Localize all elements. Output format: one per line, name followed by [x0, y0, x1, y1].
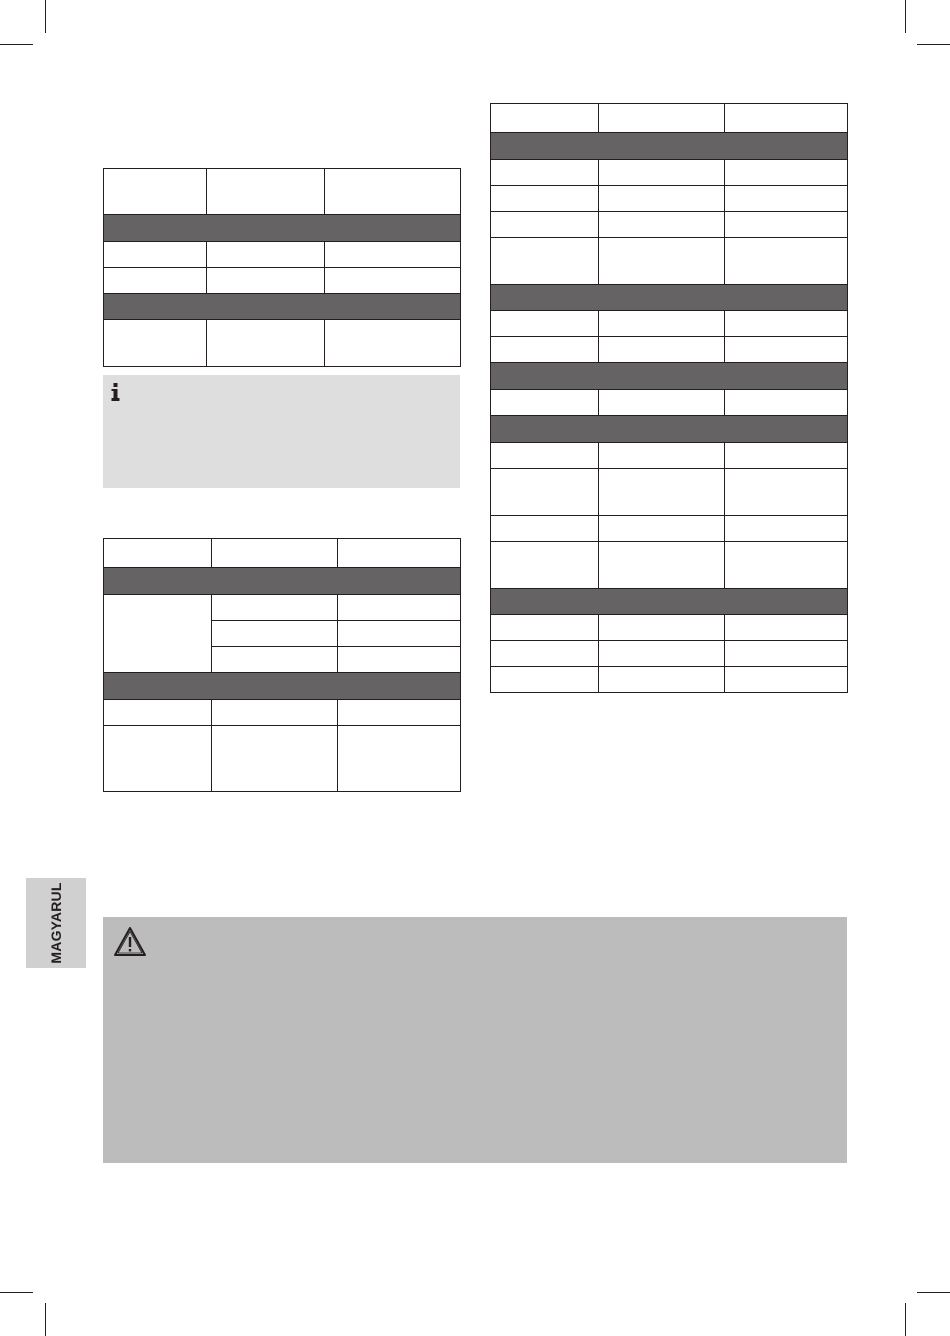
- table-row: [491, 160, 848, 186]
- table-row: [104, 320, 461, 367]
- table-section-row: [104, 215, 461, 242]
- crop-mark: [905, 1303, 906, 1336]
- settings-table-2: [103, 538, 461, 792]
- table-row: [491, 212, 848, 238]
- table-section-row: [491, 285, 848, 311]
- table-header-row: [104, 169, 461, 215]
- table-row: [491, 186, 848, 212]
- crop-mark: [45, 0, 46, 33]
- crop-mark: [45, 1303, 46, 1336]
- crop-mark: [917, 1292, 950, 1293]
- table-row: [491, 311, 848, 337]
- table-row: [491, 469, 848, 516]
- table-row: [491, 390, 848, 416]
- table-row: [491, 516, 848, 542]
- language-tab: [26, 878, 86, 968]
- language-tab-label: MAGYARUL: [48, 882, 64, 964]
- table-row: [491, 238, 848, 285]
- table-row: [104, 268, 461, 294]
- table-section-row: [491, 133, 848, 160]
- table-row: [104, 595, 461, 621]
- table-header-row: [491, 104, 848, 133]
- table-section-row: [491, 363, 848, 390]
- table-section-row: [104, 568, 461, 595]
- table-row: [491, 542, 848, 589]
- table-row: [491, 615, 848, 641]
- table-section-row: [491, 589, 848, 615]
- table-row: [104, 726, 461, 792]
- settings-table-1: [103, 168, 461, 367]
- info-icon: [111, 383, 120, 401]
- table-row: [104, 242, 461, 268]
- table-header-row: [104, 539, 461, 568]
- table-row: [491, 641, 848, 667]
- crop-mark: [917, 44, 950, 45]
- crop-mark: [0, 44, 33, 45]
- table-section-row: [491, 416, 848, 443]
- table-row: [491, 667, 848, 693]
- crop-mark: [0, 1292, 33, 1293]
- table-row: [104, 700, 461, 726]
- crop-mark: [905, 0, 906, 33]
- settings-table-3: [490, 103, 848, 693]
- table-row: [491, 337, 848, 363]
- warning-box: [103, 917, 847, 1163]
- warning-triangle-icon: [113, 926, 147, 958]
- table-row: [491, 443, 848, 469]
- table-section-row: [104, 673, 461, 700]
- info-note-box: [103, 375, 460, 488]
- table-section-row: [104, 294, 461, 320]
